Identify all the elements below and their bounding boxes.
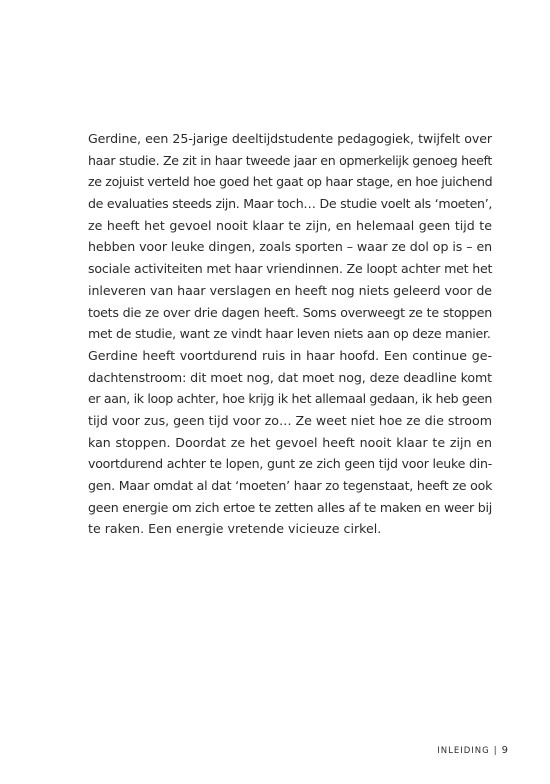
text-line: hebben voor leuke dingen, zoals sporten – waar ze dol op is – en [88,239,493,255]
page-footer [437,745,508,756]
text-line: voortdurend achter te lopen, gunt ze zich geen tijd voor leuke din- [88,456,492,472]
page-number: 9 [501,745,508,756]
text-line: gen. Maar omdat al dat ‘moeten’ haar zo tegenstaat, heeft ze ook [88,478,493,493]
body-paragraph [88,128,492,540]
running-section-title: INLEIDING [437,746,490,756]
text-line: ze zojuist verteld hoe goed het gaat op haar stage, en hoe juichend [88,174,493,190]
text-line: tijd voor zus, geen tijd voor zo… Ze weet niet hoe ze die stroom [88,412,492,428]
text-line: Gerdine, een 25-jarige deeltijdstudente pedagogiek, twijfelt over [88,131,492,146]
text-line: Gerdine heeft voortdurend ruis in haar hoofd. Een continue ge- [88,347,492,363]
footer-separator: | [493,746,498,756]
text-line: met de studie, want ze vindt haar leven niets aan op deze manier. [88,326,491,342]
text-line: kan stoppen. Doordat ze het gevoel heeft nooit klaar te zijn en [88,434,492,450]
text-line: dachtenstroom: dit moet nog, dat moet nog, deze deadline komt [88,369,492,385]
text-line: geen energie om zich ertoe te zetten alles af te maken en weer bij [88,499,492,515]
text-line: de evaluaties steeds zijn. Maar toch… De studie voelt als ‘moeten’, [88,196,492,212]
text-line: er aan, ik loop achter, hoe krijg ik het allemaal gedaan, ik heb geen [88,391,492,407]
text-line: toets die ze over drie dagen heeft. Soms overweegt ze te stoppen [88,304,492,320]
text-line: inleveren van haar verslagen en heeft nog niets geleerd voor de [88,282,492,298]
text-line: haar studie. Ze zit in haar tweede jaar en opmerkelijk genoeg heeft [88,152,492,168]
text-line: sociale activiteiten met haar vriendinnen. Ze loopt achter met het [88,261,493,277]
text-line: te raken. Een energie vretende vicieuze cirkel. [88,521,382,537]
text-line: ze heeft het gevoel nooit klaar te zijn, en helemaal geen tijd te [88,217,492,233]
